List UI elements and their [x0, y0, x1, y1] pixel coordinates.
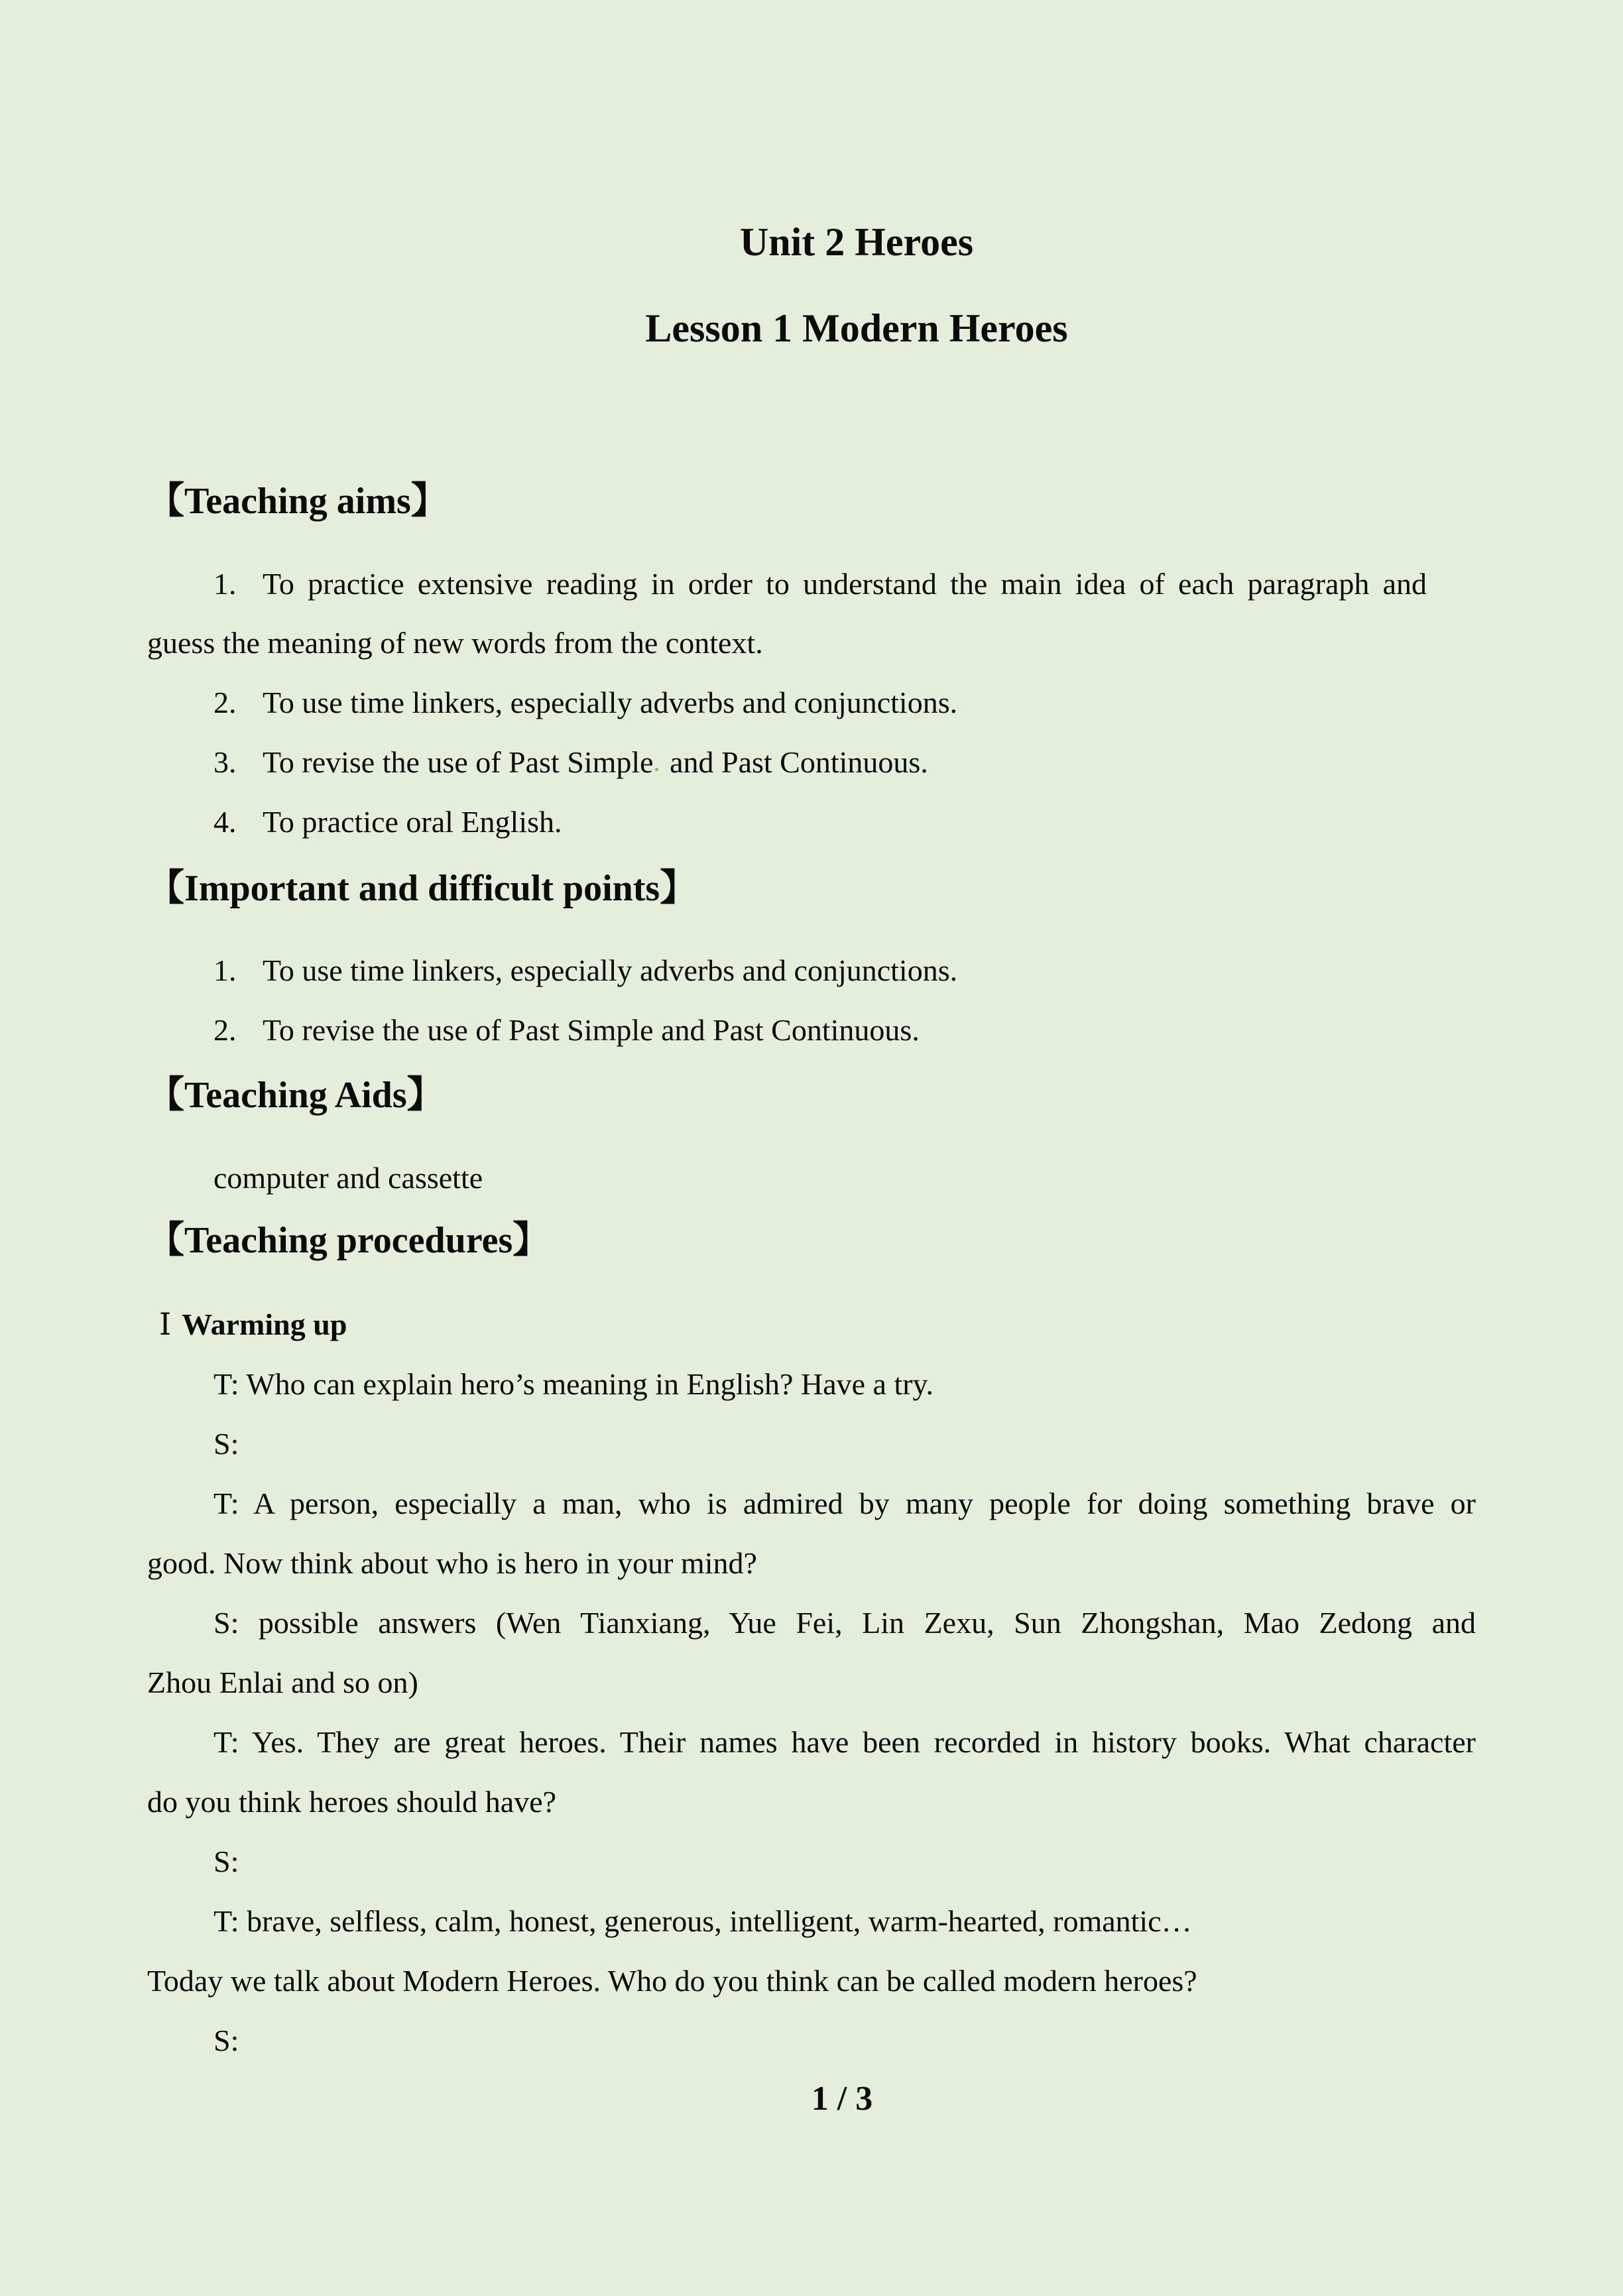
warming-up-subheading	[147, 1309, 347, 1340]
point-number: 2.	[213, 1013, 237, 1047]
dialogue-line: do you think heroes should have?	[147, 1785, 557, 1819]
dialogue-line: S:	[213, 2024, 239, 2057]
aim-number: 2.	[213, 686, 237, 719]
dialogue-line: S:	[213, 1844, 239, 1878]
point-text: To revise the use of Past Simple and Past Continuous.	[263, 1013, 920, 1047]
teaching-aims-heading: 【Teaching aims】	[147, 481, 448, 522]
aim-text: To revise the use of Past Simple	[263, 745, 654, 779]
dialogue-line: S:	[213, 1427, 239, 1461]
aim-item-3	[213, 747, 928, 778]
dialogue-line: good. Now think about who is hero in your mind?	[147, 1546, 757, 1580]
dialogue-line: T: brave, selfless, calm, honest, generous, intelligent, warm-hearted, romantic…	[213, 1904, 1192, 1938]
aim-text: To practice oral English.	[263, 805, 562, 839]
page-number: 1 / 3	[811, 2080, 873, 2118]
lesson-title: Lesson 1 Modern Heroes	[645, 306, 1068, 350]
important-points-heading: 【Important and difficult points】	[147, 868, 697, 909]
aim-number: 4.	[213, 805, 237, 839]
dialogue-line: Zhou Enlai and so on)	[147, 1665, 418, 1699]
dialogue-line: S: possible answers (Wen Tianxiang, Yue Fei, Lin Zexu, Sun Zhongshan, Mao Zedong and	[213, 1606, 1476, 1640]
stray-mark	[655, 768, 658, 771]
teaching-aids-text: computer and cassette	[213, 1161, 483, 1195]
aim-text: To use time linkers, especially adverbs and conjunctions.	[263, 686, 958, 719]
subheading-text: Warming up	[182, 1307, 347, 1341]
aim-item-1	[213, 569, 1427, 599]
point-item-2	[213, 1015, 920, 1046]
point-number: 1.	[213, 953, 237, 987]
teaching-aids-heading: 【Teaching Aids】	[147, 1075, 444, 1116]
dialogue-line: T: Yes. They are great heroes. Their names have been recorded in history books. What character	[213, 1725, 1476, 1759]
dialogue-line: T: A person, especially a man, who is admired by many people for doing something brave or	[213, 1486, 1476, 1520]
point-text: To use time linkers, especially adverbs and conjunctions.	[263, 953, 958, 987]
dialogue-line: T: Who can explain hero’s meaning in English? Have a try.	[213, 1367, 934, 1401]
aim-text-continued: and Past Continuous.	[662, 745, 928, 779]
aim-item-2	[213, 688, 957, 718]
dialogue-line: Today we talk about Modern Heroes. Who do you think can be called modern heroes?	[147, 1964, 1197, 1998]
teaching-procedures-heading: 【Teaching procedures】	[147, 1220, 550, 1261]
aim-number: 1.	[213, 567, 237, 601]
unit-title: Unit 2 Heroes	[739, 220, 974, 264]
aim-text: To practice extensive reading in order to understand the main idea of each paragraph and	[263, 567, 1427, 601]
roman-numeral: Ⅰ	[159, 1307, 172, 1341]
aim-item-1-continued: guess the meaning of new words from the context.	[147, 626, 763, 660]
aim-number: 3.	[213, 745, 237, 779]
point-item-1	[213, 955, 957, 986]
aim-item-4	[213, 807, 562, 837]
